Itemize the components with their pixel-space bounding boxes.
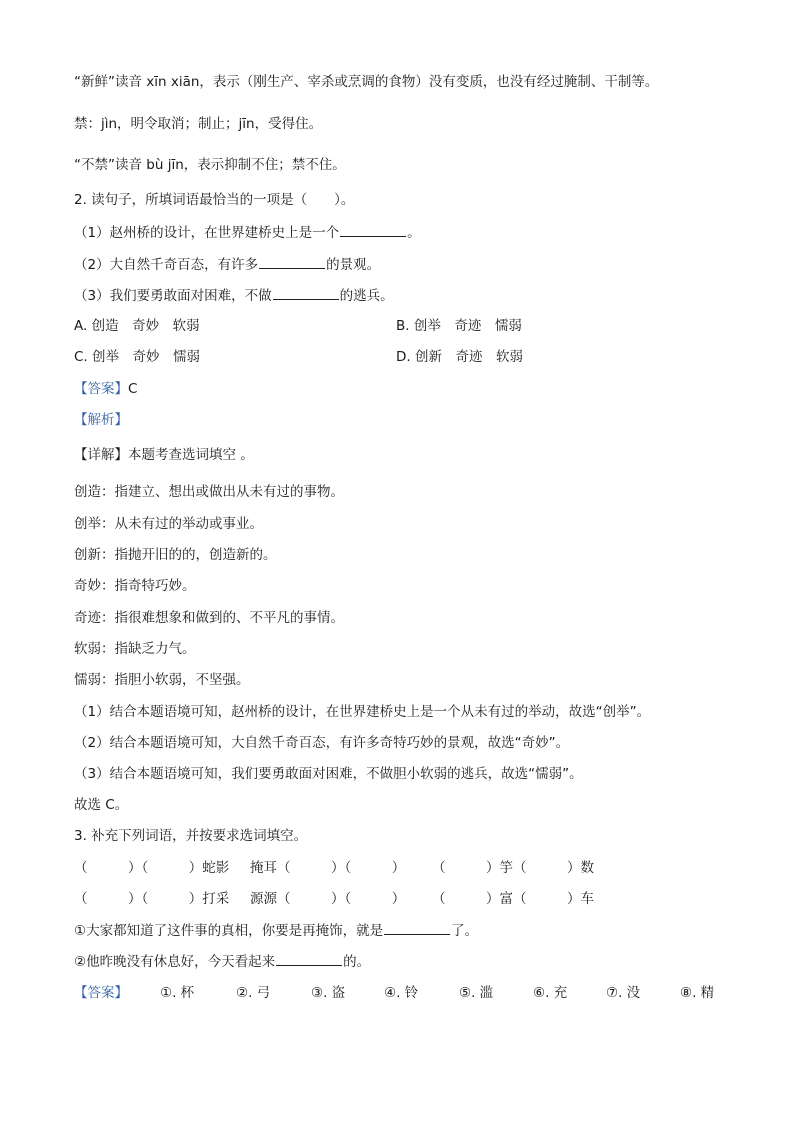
idiom-blank-4: （ ）（ ）打采: [74, 891, 230, 907]
q2-option-c: C. 创举 奇妙 懦弱: [74, 349, 201, 365]
def-3: 创新：指抛开旧的的，创造新的。: [74, 547, 277, 563]
q2-sentence-3: [74, 285, 394, 306]
answer-value: C: [128, 381, 138, 397]
answer-label: 【答案】: [74, 381, 128, 397]
q3-answer-row: [74, 983, 734, 1003]
q3-row-2: [74, 889, 724, 909]
q3-stem: 3. 补充下列词语，并按要求选词填空。: [74, 828, 308, 844]
def-2: 创举：从未有过的举动或事业。: [74, 516, 263, 532]
answer-item: ⑥. 充: [533, 985, 568, 1001]
explain-2: （2）结合本题语境可知，大自然千奇百态，有许多奇特巧妙的景观，故选“奇妙”。: [74, 735, 570, 751]
q2-option-b: B. 创举 奇迹 懦弱: [396, 318, 522, 334]
q3-s1-post: 了。: [451, 923, 479, 939]
idiom-blank-1: （ ）（ ）蛇影: [74, 860, 230, 876]
fill-blank: [276, 951, 342, 966]
q3-s2-post: 的。: [343, 954, 371, 970]
q2-s3-pre: （3）我们要勇敢面对困难，不做: [74, 288, 272, 304]
idiom-blank-2: 掩耳（ ）（ ）: [250, 860, 406, 876]
q2-sentence-1: [74, 222, 421, 243]
q2-s2-pre: （2）大自然千奇百态，有许多: [74, 257, 259, 273]
answer-item: ⑤. 滥: [459, 985, 494, 1001]
detail-label: 【详解】: [74, 447, 128, 463]
q2-analysis-label: 【解析】: [74, 412, 128, 428]
q2-s1-pre: （1）赵州桥的设计，在世界建桥史上是一个: [74, 225, 340, 241]
answer-item: ①. 杯: [160, 985, 195, 1001]
answer-label: 【答案】: [74, 985, 128, 1001]
conclusion: 故选 C。: [74, 797, 129, 813]
fill-blank: [259, 254, 325, 269]
q2-option-a: A. 创造 奇妙 软弱: [74, 318, 200, 334]
idiom-blank-5: 源源（ ）（ ）: [250, 891, 406, 907]
fill-blank: [340, 222, 406, 237]
q3-sentence-1: [74, 920, 478, 941]
note-bujin: “不禁”读音 bù jīn，表示抑制不住；禁不住。: [74, 157, 346, 173]
answer-item: ③. 盗: [311, 985, 346, 1001]
answer-item: ⑧. 精: [680, 985, 715, 1001]
note-jin: 禁：jìn，明令取消；制止；jīn，受得住。: [74, 116, 323, 132]
fill-blank: [384, 920, 450, 935]
q2-s1-post: 。: [407, 225, 421, 241]
q2-sentence-2: [74, 254, 380, 275]
q2-stem: 2. 读句子，所填词语最恰当的一项是（ ）。: [74, 192, 355, 208]
detail-text: 本题考查选词填空 。: [128, 447, 254, 463]
q3-row-1: [74, 858, 724, 878]
note-xinxian: “新鲜”读音 xīn xiān，表示（刚生产、宰杀或烹调的食物）没有变质，也没有经过腌制、干制等。: [74, 74, 659, 90]
fill-blank: [273, 285, 339, 300]
idiom-blank-3: （ ）竽（ ）数: [432, 860, 594, 876]
def-1: 创造：指建立、想出或做出从未有过的事物。: [74, 484, 344, 500]
q2-option-d: D. 创新 奇迹 软弱: [396, 349, 523, 365]
q2-detail: [74, 445, 254, 465]
q2-s2-post: 的景观。: [326, 257, 381, 273]
answer-item: ②. 弓: [236, 985, 271, 1001]
answer-item: ⑦. 没: [606, 985, 641, 1001]
answer-item: ④. 铃: [384, 985, 419, 1001]
def-4: 奇妙：指奇特巧妙。: [74, 578, 196, 594]
explain-1: （1）结合本题语境可知，赵州桥的设计，在世界建桥史上是一个从未有过的举动，故选“创举”。: [74, 704, 651, 720]
def-7: 懦弱：指胆小软弱，不坚强。: [74, 672, 250, 688]
def-6: 软弱：指缺乏力气。: [74, 641, 196, 657]
idiom-blank-6: （ ）富（ ）车: [432, 891, 594, 907]
q3-sentence-2: [74, 951, 370, 972]
def-5: 奇迹：指很难想象和做到的、不平凡的事情。: [74, 610, 344, 626]
explain-3: （3）结合本题语境可知，我们要勇敢面对困难，不做胆小软弱的逃兵，故选“懦弱”。: [74, 766, 583, 782]
q3-s1-pre: ①大家都知道了这件事的真相，你要是再掩饰，就是: [74, 923, 384, 939]
q2-answer: [74, 379, 137, 399]
q3-s2-pre: ②他昨晚没有休息好，今天看起来: [74, 954, 276, 970]
q2-s3-post: 的逃兵。: [339, 288, 394, 304]
